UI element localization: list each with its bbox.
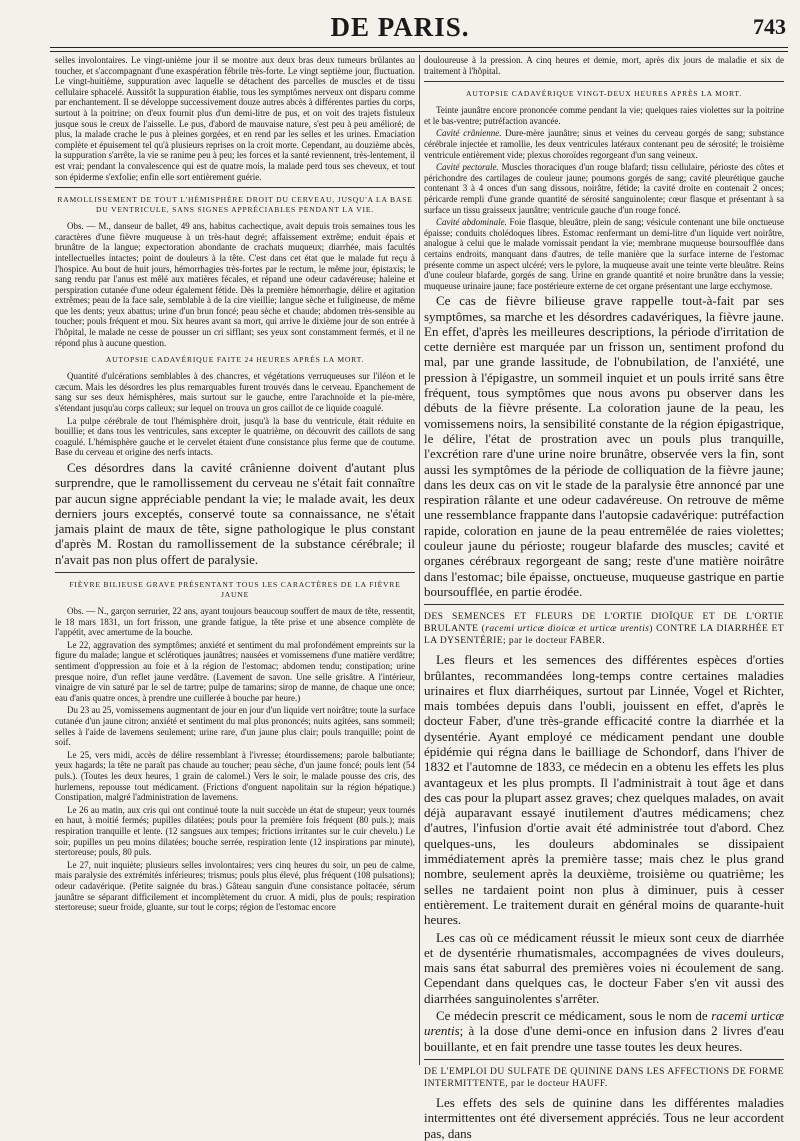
section-heading: AUTOPSIE CADAVÉRIQUE FAITE 24 HEURES APRÈS LA MORT.: [105, 355, 365, 365]
paragraph: [424, 217, 784, 291]
column-divider: [419, 55, 420, 1065]
paragraph: [424, 128, 784, 160]
section-rule: [55, 187, 415, 188]
paragraph-large: Les effets des sels de quinine dans les différentes maladies intermittentes ont été diversement appréciés. Tous ne leur accordent pas, dans: [424, 1094, 784, 1141]
paragraph: Du 23 au 25, vomissemens augmentant de jour en jour d'un liquide vert noirâtre; toute la surface cutanée d'un jaune citron; anxiété et sentiment du mal plus prononcés; nuits agitées, sans sommeil; selles à l'aide de lavemens seulement; urine rare, d'un jaune plus clair; pouls tranquille; point de soif.: [55, 705, 415, 748]
paragraph: [424, 162, 784, 215]
paragraph-text: Ce médecin prescrit ce médicament, sous le nom de: [436, 1008, 708, 1024]
paragraph-large: Ces désordres dans la cavité crânienne doivent d'autant plus surprendre, que le ramollissement du cerveau ne s'était fait connaître par aucun signe appréciable pendant la vie; le malade avait, les deux derniers jours exceptés, conservé toute sa connaissance, ne s'était jamais plaint de maux de tête, signe pathologique le plus constant d'après M. Rostan du ramollissement de la substance cérébrale; il n'avait pas non plus offert de paralysie.: [55, 460, 415, 567]
paragraph: Obs. — N., garçon serrurier, 22 ans, ayant toujours beaucoup souffert de maux de tête, ressentit, le 18 mars 1831, un fort frisson, une grande fatigue, la tête prise et une absence complète de l'appétit, avec amertume de la bouche.: [55, 606, 415, 638]
section-heading: AUTOPSIE CADAVÉRIQUE VINGT-DEUX HEURES APRÈS LA MORT.: [466, 89, 742, 99]
paragraph-text: Dure-mère jaunâtre; sinus et veines du cerveau gorgés de sang; substance cérébrale injectée et ramollie, les deux ventricules latéraux contenant peu de sérosité; le troisième ventricule entièrement vide; plexus choroïdes regorgeant d'un sang veineux.: [424, 128, 785, 160]
paragraph: Le 27, nuit inquiète; plusieurs selles involontaires; vers cinq heures du soir, un peu de calme, mais paralysie des extrémités inférieures; trismus; pouls plus élevé, plus fréquent (108 pulsations); odeur cadavérique. (Petite saignée du bras.) Gâteau sanguin d'une consistance poltacée, sérum jaunâtre se séparant difficilement et incomplètement du cruor. A midi, plus de pouls; respiration stertoreuse; sueur froide, gluante, sur tout le corps; région de l'estomac encore: [55, 859, 415, 913]
section-heading: RAMOLLISSEMENT DE TOUT L'HÉMISPHÈRE DROIT DU CERVEAU, JUSQU'A LA BASE DU VENTRICULE, SANS SIGNES APPRÉCIABLES PENDANT LA VIE.: [57, 195, 413, 215]
paragraph-text: Muscles thoraciques d'un rouge blafard; tissu cellulaire, périoste des côtes et périchondre des cartilages de couleur jaune; poumons gorgés de sang; cavité pleurétique gauche contenant 3 à 4 onces d'un sang dissous, noirâtre, fétide; la cavité droite en contenait 2 onces; péricarde rempli d'une grande quantité de sérosité sanguinolente; cœur flasque et présentant à sa surface un tissu graisseux jaunâtre; ventricule gauche d'un rouge foncé.: [424, 162, 785, 215]
section-heading: FIÈVRE BILIEUSE GRAVE PRÉSENTANT TOUS LES CARACTÈRES DE LA FIÈVRE JAUNE: [69, 580, 401, 600]
paragraph-large: Ce cas de fièvre bilieuse grave rappelle tout-à-fait par ses symptômes, sa marche et les désordres cadavériques, la fièvre jaune. En effet, d'après les meilleures descriptions, la période d'irritation de cette dernière est marquée par un frisson un, sentiment profond du mal, par une grande lassitude, de l'obnubilation, de l'anxiété, une pression à l'épigastre, un sommeil inquiet et un pouls irrité sans être fréquent, tous symptômes que nous avons pu observer dans les débuts de la fièvre présente. La coloration jaune de la peau, les vomissemens noirs, la sensibilité constante de la région épigastrique, le délire, l'état de prostration avec un pouls plus tranquille, l'excrétion rare d'une urine noire brunâtre, observée vers la fin, sont aussi les symptômes de la période de colliquation de la fièvre jaune; dans les deux cas on vit le stade de la paralysie être annoncé par une respiration râlante et une odeur cadavéreuse. On retrouve de même une ressemblance frappante dans l'autopsie cadavérique: putréfaction rapide, coloration en jaune de la peau entremêlée de raies violettes; couleur jaune du périoste; rougeur blafarde des muscles; cavité et organes cérébraux regorgeant de sang; reste d'une matière noirâtre dans l'estomac; bile épaisse, onctueuse, muqueuse gastrique en partie boursoufflée, en partie érodée.: [424, 293, 784, 599]
paragraph: La pulpe cérébrale de tout l'hémisphère droit, jusqu'à la base du ventricule, était réduite en bouillie; et dans tous les ventricules, sans excepter le quatrième, on découvrit des caillots de sang coagulé. L'hémisphère gauche et le cervelet étaient d'une consistance plus ferme que de coutume. Base du cerveau et origine des nerfs intacts.: [55, 415, 415, 458]
article-heading: DE L'EMPLOI DU SULFATE DE QUININE DANS LES AFFECTIONS DE FORME INTERMITTENTE, par le docteur HAUFF.: [424, 1065, 784, 1089]
page-header: [0, 0, 800, 52]
right-column: [424, 55, 785, 1141]
paragraph: Le 22, aggravation des symptômes; anxiété et sentiment du mal profondément empreints sur la figure du malade; langue et sclérotiques jaunâtres; nausées et vomissemens d'une matière verdâtre; sentiment d'oppression au foie et à la région de l'estomac; abdomen tendu; constipation; urine presque noire, d'un reflet jaune verdâtre. (Lavement de savon. Une selle grisâtre. A l'intérieur, vinaigre de vin saturé par le sel de tartre; pulpe de tamarins; sirop de manne, de chaque une once; eau d'anis quatre onces, à prendre une cuillerée à bouche par heure.): [55, 639, 415, 703]
section-rule: [424, 81, 784, 82]
paragraph: Obs. — M., danseur de ballet, 49 ans, habitus cachectique, avait depuis trois semaines tous les caractères d'une fièvre muqueuse à un très-haut degré; affaissement extrême; enduit épais et brunâtre de la langue; expectoration abondante de crachats muqueux; diarrhée, mais facultés intellectuelles intactes; point de douleurs à la tête. C'est dans cet état que le malade fut reçu à l'hospice. Au bout de huit jours, hémorrhagies très-fortes par le rectum, le même jour, épistaxis; le sang rendu par l'anus est mêlé aux matières fécales, et répand une odeur cadavéreuse; haleine et perspiration cutanée d'une odeur également fétide. Dès la première hémorrhagie, délire et agitation extrêmes; peau de la face sale, semblable à de la cire vieillie; langue sèche et fuligineuse, de même que les dents; yeux abattus; urine d'un brun foncé; peau sèche et chaude; abdomen très-sensible au toucher; pouls fréquent et mou. Six heures avant sa mort, qui arrive le dixième jour de son entrée à l'hôpital, le malade ne cesse de pousser un cri sifflant; ses yeux sont constamment fermés, et il ne répond plus à aucune question.: [55, 221, 415, 348]
paragraph-large: Les fleurs et les semences des différentes espèces d'orties brûlantes, recommandées long-temps contre certaines maladies urinaires et flux diarrhéiques, surtout par Linnée, Vogel et Richter, mais tombées depuis dans l'oubli, jouissent en effet, d'après le docteur Faber, d'une très-grande efficacité contre la diarrhée et la dysentérie. Ayant employé ce médicament pendant une double épidémie qui régna dans le bailliage de Schondorf, dans l'hiver de 1832 et l'automne de 1833, ce médecin en a obtenu les effets les plus avantageux et les plus prompts. Il l'administrait à tout âge et dans des cas pour la plupart assez graves; chez quelques malades, on avait déjà auparavant essayé inutilement d'autres médicamens; chez d'autres, l'infusion d'ortie avait été administrée tout d'abord. Chez quelques-uns, les douleurs abdominales se dissipaient immédiatement après la première tasse; mais chez le plus grand nombre, seulement après la deuxième, troisième ou quatrième; les selles ne tardaient point non plus à diminuer, puis à cesser entièrement. Le traitement durait en général moins de quarante-huit heures.: [424, 652, 784, 928]
header-rule-thin: [50, 51, 788, 52]
page-number: 743: [753, 14, 786, 39]
latin-name: racemi urticæ urentis: [424, 1008, 785, 1039]
paragraph: douloureuse à la pression. A cinq heures et demie, mort, après dix jours de maladie et six de traitement à l'hôpital.: [424, 55, 784, 76]
heading-latin: racemi urticæ dioicæ et urticæ urentis: [485, 623, 650, 635]
paragraph-text: ; à la dose d'une demi-once en infusion dans 2 livres d'eau bouillante, et en fait prendre une tasse toutes les deux heures.: [424, 1023, 784, 1054]
subsection-label: Cavité abdominale.: [436, 217, 507, 228]
paragraph: Quantité d'ulcérations semblables à des chancres, et végétations verruqueuses sur l'iléon et le cæcum. Mais les désordres les plus remarquables furent trouvés dans le cerveau. Epanchement de sang sur ses deux hémisphères, mais surtout sur le gauche, entre l'arachnoïde et la pie-mère, s'étendant jusqu'au corps calleux; sur lequel on trouva un gros caillot de ce liquide coagulé.: [55, 371, 415, 414]
subsection-label: Cavité pectorale.: [436, 162, 499, 173]
paragraph-large: Les cas où ce médicament réussit le mieux sont ceux de diarrhée et de dysentérie rhumatismales, accompagnées de vives douleurs, mais sans état saburral des premières voies ni écoulement de sang. Cependant dans quelques cas, le docteur Faber s'en vit aussi des diarrhées sanguinolentes s'arrêter.: [424, 929, 784, 1006]
paragraph: Le 26 au matin, aux cris qui ont continué toute la nuit succède un état de stupeur; yeux tournés en haut, à moitié fermés; pupilles dilatées; pouls pour la première fois fréquent (80 puls.); mais respiration tranquille et lente. (12 sangsues aux tempes; frictions irritantes sur le cuir chevelu.) Le soir, pupilles un peu moins dilatées; bouche serrée, respiration lente (12 inspirations par minute), stertoreuse; pouls, 80 puls.: [55, 804, 415, 858]
section-rule: [55, 572, 415, 573]
section-rule: [424, 1059, 784, 1060]
left-column: [55, 55, 415, 1070]
header-rule: [50, 47, 788, 48]
article-heading: [424, 611, 784, 647]
paragraph: selles involontaires. Le vingt-unième jour il se montre aux deux bras deux tumeurs brûlantes au toucher, et s'accompagnant d'une exaspération fébrile très-forte. Le vingt septième jour, fluctuation. Le vingt-huitième, suppuration avec laquelle se détachent des parcelles de muscles et de tissu cellulaire sphacelé. Aussitôt la suppuration établie, tous les symptômes nerveux ont disparu comme par enchantement. Il se développe successivement douze autres abcès à différentes parties du corps, surtout à la poitrine; on d'eux fournit plus d'un demi-litre de pus, et on voit des trajets fistuleux jusque sous le creux de l'aisselle. Le pus, d'abord de mauvaise nature, s'est peu à peu amélioré; de plus, la malade crache le pus à pleines gorgées, et en rend par les selles et les urines. Emaciation complète et épuisement tel qu'à plusieurs reprises on la croit morte. Cependant, au douzième abcès, la suppuration s'arrête, la vie se ranime peu à peu; les forces et la santé reviennent, très-lentement, il est vrai; pendant la convalescence qui est de quatre mois, la malade perd tous ses cheveux, et tout son épiderme s'exfolie; enfin elle sort entièrement guérie.: [55, 55, 415, 182]
section-rule: [424, 604, 784, 605]
paragraph-large: [424, 1008, 784, 1054]
heading-text: DES SEMENCES ET FLEURS DE L'ORTIE DIOÏQUE ET DE L'ORTIE BRULANTE (: [424, 611, 784, 635]
paragraph-text: Foie flasque, bleuâtre, plein de sang; vésicule contenant une bile onctueuse épaisse; conduits cholédoques libres. Estomac renfermant un demi-litre d'un liquide vert noirâtre, analogue à celui que le malade vomissait pendant la vie; membrane muqueuse boursoufflée dans certains endroits, manquant dans d'autres, de telle manière que la surface interne de l'estomac présente comme un aspect ulcéré; vers le pylore, la muqueuse avait une teinte verte bleuâtre. Reins d'une couleur blafarde, gorgés de sang. Urine en grande quantité et noire brunâtre dans la vessie; muqueuse urinaire jaune; face postérieure externe de cet organe présentant une large ecchymose.: [424, 217, 784, 291]
paragraph: Teinte jaunâtre encore prononcée comme pendant la vie; quelques raies violettes sur la poitrine et le bas-ventre; putréfaction avancée.: [424, 105, 784, 126]
subsection-label: Cavité crânienne.: [436, 128, 502, 139]
page-title: DE PARIS.: [330, 12, 470, 42]
paragraph: Le 25, vers midi, accès de délire ressemblant à l'ivresse; étourdissemens; parole balbutiante; yeux hagards; la tête ne paraît pas chaude au toucher; peau sèche, d'un jaune foncé; pouls lent (54 puls.). (Toutes les deux heures, 1 grain de calomel.) Vers le soir, le malade pousse des cris, des hurlemens, repousse tout médicament. (Frictions d'onguent napolitain sur la région hépatique.) Constipation, malgré l'administration de lavemens.: [55, 749, 415, 803]
heading-text: ) CONTRE LA DIARRHÉE ET LA DYSENTÉRIE; par le docteur FABER.: [424, 623, 784, 647]
